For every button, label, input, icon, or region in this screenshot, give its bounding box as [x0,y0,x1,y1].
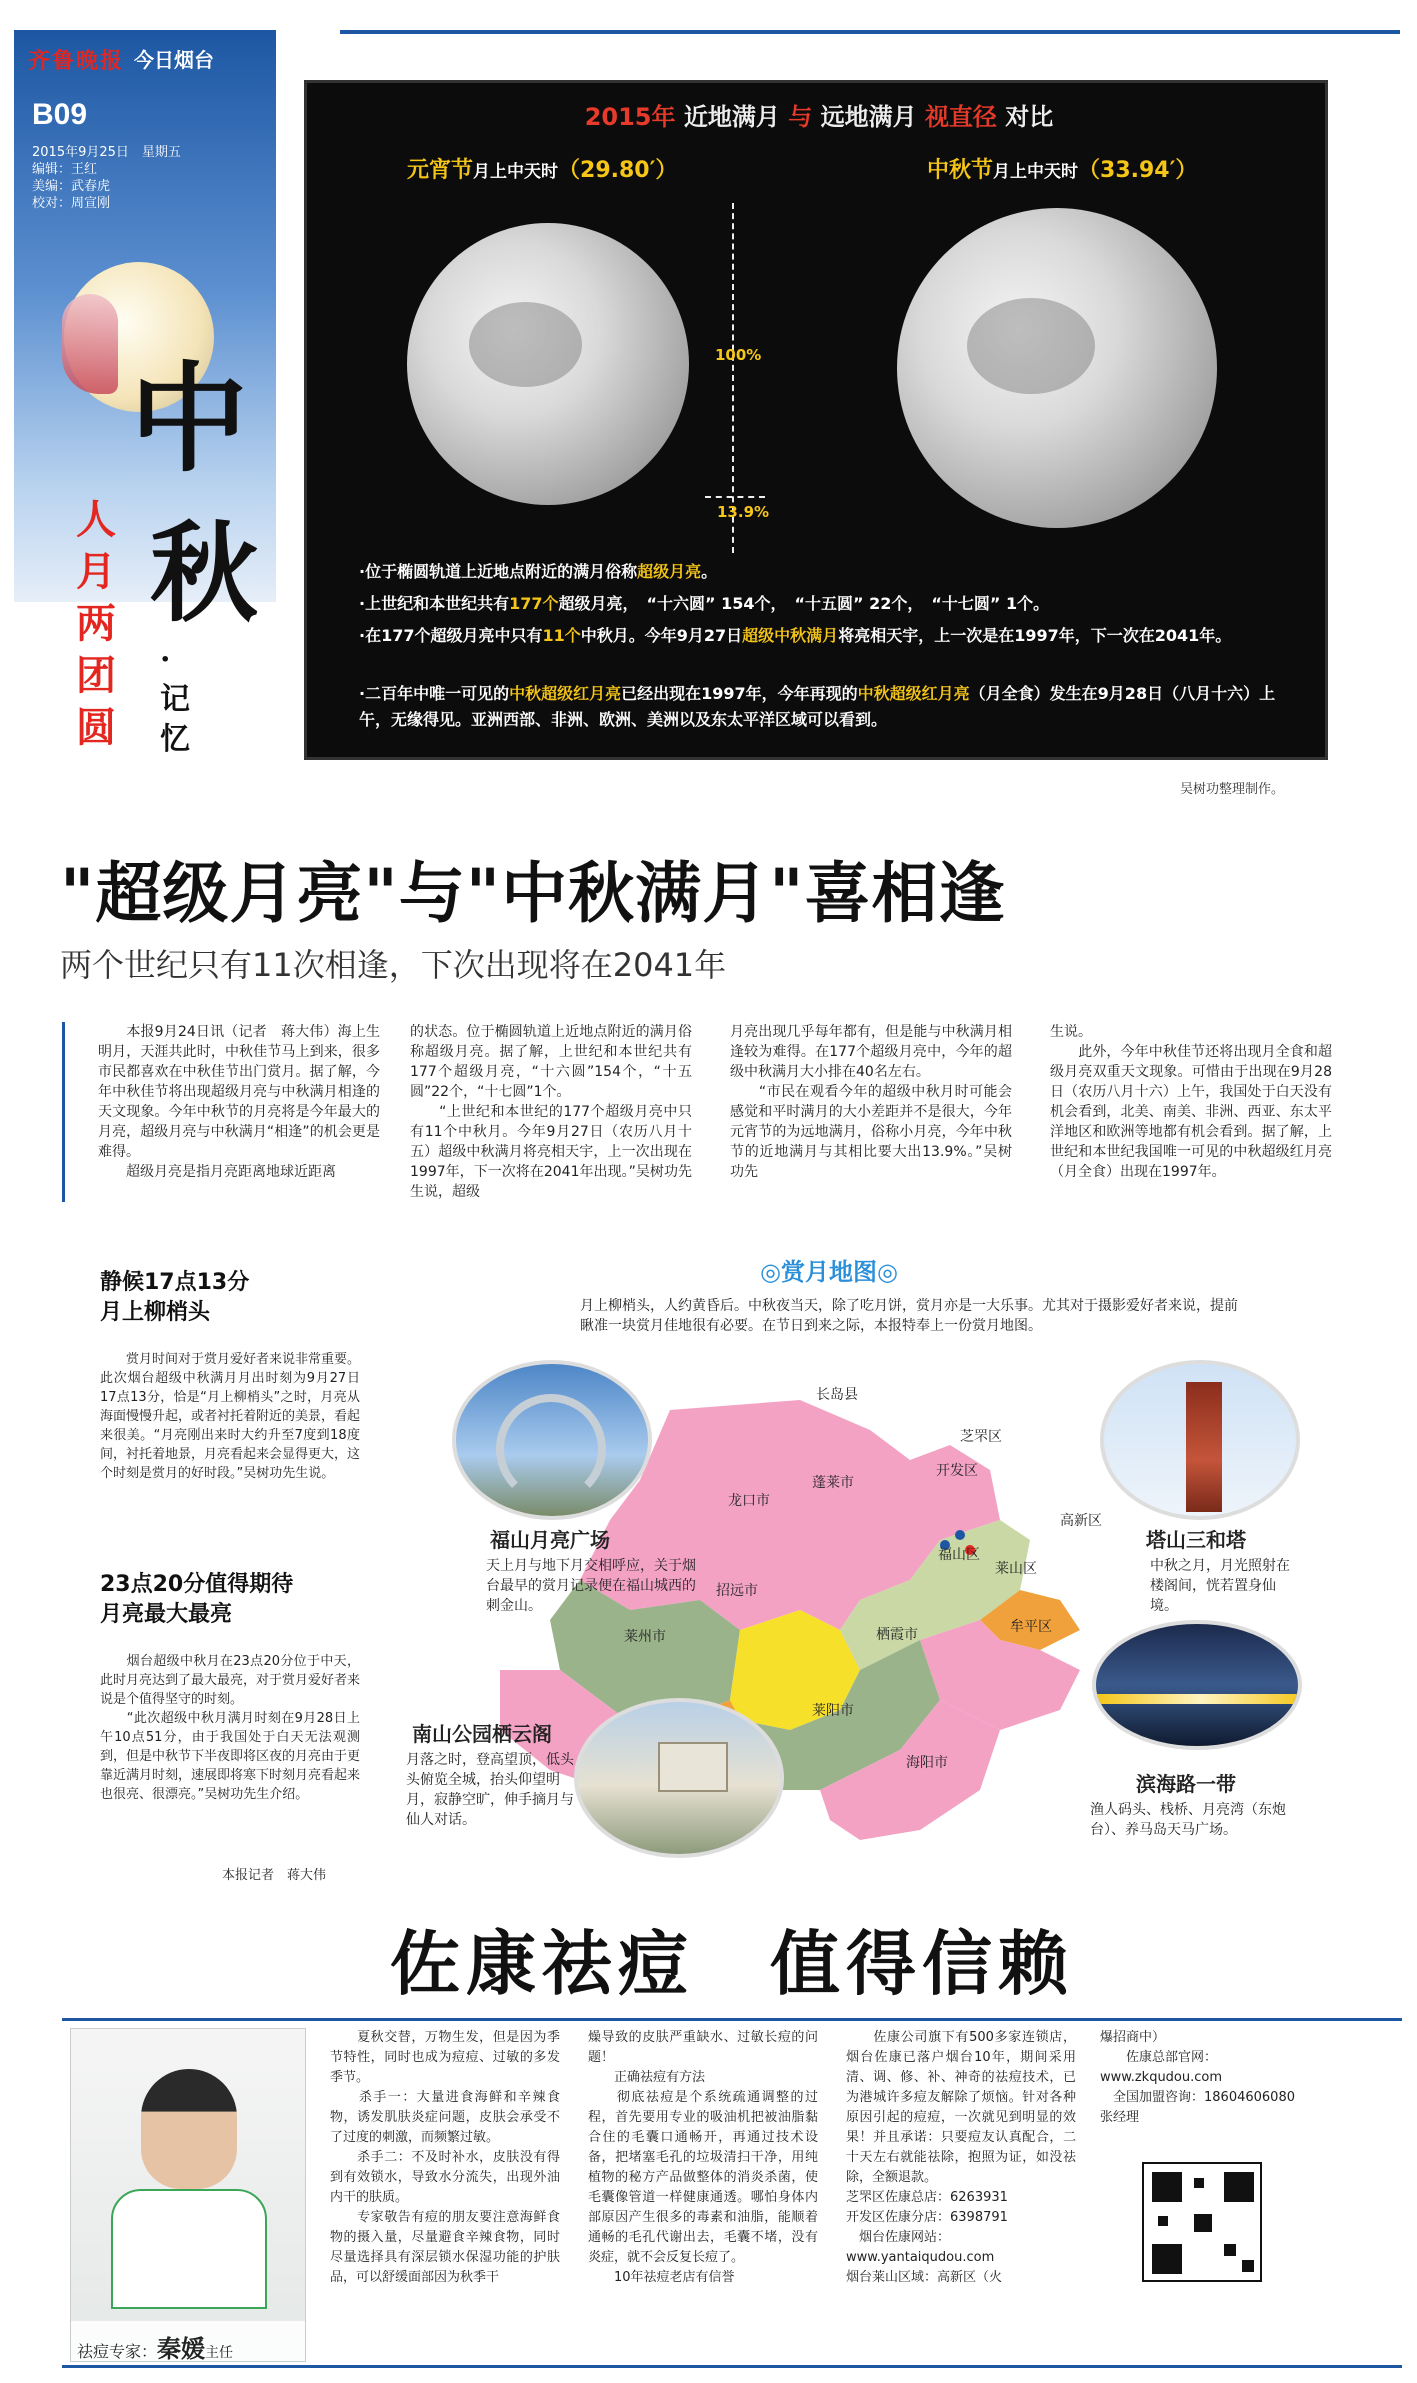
spot-desc-1: 天上月与地下月交相呼应，关于烟台最早的赏月记录便在福山城西的刺金山。 [486,1558,696,1614]
town-fushan: 福山区 [938,1547,980,1563]
town-laishan: 莱山区 [995,1561,1037,1577]
expert-label: 祛痘专家： [77,2342,158,2361]
subhead-1 [100,1268,249,1328]
article-col-3: 月亮出现几乎每年都有，但是能与中秋满月相逢较为难得。在177个超级月亮中，今年的超级中秋满月大小排在40名左右。 “市民在观看今年的超级中秋月时可能会感觉和平时满月的大小差距并不是很大，今年元宵节的为远地满月，俗称小月亮，今年中秋节的近地满月与其相比要大出13.9%。”吴树功先 [730,1024,1012,1180]
spot-name-3: 南山公园栖云阁 [412,1722,552,1746]
ad-col-1: 夏秋交替，万物生发，但是因为季节特性，同时也成为痘痘、过敏的多发季节。 杀手一：大量进食海鲜和辛辣食物，诱发肌肤炎症问题，皮肤会承受不了过度的刺激，而频繁过敏。 杀手二：不及时补水，皮肤没有得到有效锁水，导致水分流失，出现外油内干的肤质。 专家敬告有痘的朋友要注意海鲜食物的摄入量，尽量避食辛辣食物，同时尽量选择具有深层锁水保湿功能的护肤品，可以舒缓面部因为秋季干 [330,2030,560,2285]
subtext-2: 烟台超级中秋月在23点20分位于中天，此时月亮达到了最大最亮，对于赏月爱好者来说是个值得坚守的时刻。 “此次超级中秋月满月时刻在9月28日上午10点51分，由于我国处于白天无法观测到，但是中秋节下半夜即将区夜的月亮由于更靠近满月时刻，速展即将寒下时刻月亮看起来也很亮、很漂亮。”吴树功先生介绍。 [100,1654,361,1802]
b3-t2: 中秋月。今年9月27日 [580,626,743,645]
panel-title-key: 视直径 [924,103,997,131]
expert-name: 秦媛 [157,2334,206,2362]
byline: 本报记者 蒋大伟 [222,1868,327,1883]
subtext-1: 赏月时间对于赏月爱好者来说非常重要。此次烟台超级中秋满月月出时刻为9月27日17点13分，恰是“月上柳梢头”之时，月亮从海面慢慢升起，或者衬托着附近的美景，看起来很美。“月亮刚出来时大约升至7度到18度间，衬托着地景，月亮看起来会显得更大，这个时刻是赏月的好时段。”吴树功先生说。 [100,1352,361,1481]
subhead-2-line2: 月亮最大最亮 [100,1602,233,1627]
spot-marker-2 [955,1530,965,1540]
ad-headline: 佐康祛痘 值得信赖 [390,1923,1074,2005]
b2-t1: ·上世纪和本世纪共有 [359,594,510,613]
scale-guide [732,203,734,553]
right-caption-festival: 中秋节 [927,158,994,183]
article-col-1: 本报9月24日讯（记者 蒋大伟）海上生明月，天涯共此时，中秋佳节马上到来，很多市民都喜欢在中秋佳节出门赏月。据了解，今年中秋佳节将出现超级月亮与中秋满月相逢的天文现象。今年中秋节的月亮将是今年最大的月亮，超级月亮与中秋满月“相逢”的机会更是难得。 超级月亮是指月亮距离地球近距离 [98,1024,380,1180]
map-title: ◎赏月地图◎ [760,1258,898,1286]
town-qixia: 栖霞市 [876,1627,918,1643]
panel-bullet-3 [359,623,1289,649]
pavilion-shape [658,1742,728,1792]
section-subtitle: ·记忆 [160,642,190,757]
town-zhaoyuan: 招远市 [716,1583,758,1599]
b4-t3: （月全食）发生在9月28日（八月十六）上午，无缘得见。亚洲西部、非洲、欧洲、美洲以及东太平洋区域可以看到。 [359,684,1276,729]
article-col-2: 的状态。位于椭圆轨道上近地点附近的满月俗称超级月亮。据了解，上世纪和本世纪共有177个超级月亮，“十六圆”154个，“十五圆”22个，“十七圆”1个。 “上世纪和本世纪的177个超级月亮中只有11个中秋月。今年9月27日（农历八月十五）超级中秋满月将亮相天宇，上一次出现在1997年，下一次将在2041年出现。”吴树功先生说，超级 [410,1024,692,1200]
pagoda-shape [1186,1382,1222,1512]
meta-date: 2015年9月25日 星期五 [32,145,181,160]
moon-sculpture-shape [496,1394,606,1504]
main-headline: "超级月亮"与"中秋满月"喜相逢 [60,855,1006,932]
paper-name: 齐鲁晚报 [28,48,125,74]
expert-portrait-head [141,2069,237,2189]
left-caption-small: 月上中天时 [473,162,559,182]
photo-fushan-plaza [452,1360,652,1520]
meta-art: 美编：武春虎 [32,179,111,194]
right-caption-value: （33.94′） [1078,158,1198,183]
meta-proof: 校对：周宣刚 [32,196,111,211]
town-laiyang: 莱阳市 [812,1703,854,1719]
photo-binhai-road [1092,1620,1302,1750]
panel-title-a: 近地满月 [683,103,780,131]
page-meta [32,144,181,212]
subhead-2 [100,1570,293,1630]
article-accent-bar [62,1022,65,1202]
expert-title: 主任 [205,2345,234,2361]
town-laizhou: 莱州市 [624,1629,666,1645]
diff-marker [705,496,765,498]
edition-name: 今日烟台 [134,48,214,72]
meta-editor: 编辑：王红 [32,162,98,177]
change-fairy-illustration [62,294,118,394]
b4-t1: ·二百年中唯一可见的 [359,684,510,703]
right-caption-small: 月上中天时 [993,162,1079,182]
b3-hl1: 11个 [542,626,581,645]
ad-col-4: 爆招商中） 佐康总部官网： www.zkqudou.com 全国加盟咨询：18604606080 张经理 [1100,2030,1295,2125]
town-zhifu: 芝罘区 [960,1429,1002,1445]
subhead-1-line2: 月上柳梢头 [100,1300,211,1325]
b4-t2: 已经出现在1997年，今年再现的 [621,684,858,703]
panel-title-end: 对比 [1005,103,1054,131]
top-rule [340,30,1400,34]
panel-title-year: 2015年 [584,103,676,131]
panel-title-mid: 与 [788,103,813,131]
panel-bullet-4 [359,681,1289,733]
subhead-1-line1: 静候17点13分 [100,1270,250,1295]
spot-desc-4: 渔人码头、栈桥、月亮湾（东炮台）、养马岛天马广场。 [1090,1802,1286,1838]
small-moon-image [407,223,689,505]
spot-name-1: 福山月亮广场 [490,1528,610,1552]
b4-hl1: 中秋超级红月亮 [509,684,622,703]
b1-hl: 超级月亮 [637,562,702,581]
sub-headline: 两个世纪只有11次相逢，下次出现将在2041年 [60,946,727,984]
expert-portrait-coat [111,2189,267,2309]
b1-t2: 。 [701,562,718,581]
town-changdao: 长岛县 [816,1387,858,1403]
b2-t2: 超级月亮， “十六圆” 154个， “十五圆” 22个， “十七圆” 1个。 [558,594,1050,613]
photo-tashan-pagoda [1100,1360,1300,1520]
moon-comparison-panel [304,80,1328,760]
b1-t1: ·位于椭圆轨道上近地点附近的满月俗称 [359,562,638,581]
b2-hl: 177个 [509,594,559,613]
article-col-4: 生说。 此外，今年中秋佳节还将出现月全食和超级月亮双重天文现象。可惜由于出现在9月28日（农历八月十六）上午，我国处于白天没有机会看到，北美、南美、非洲、西亚、东太平洋地区和欧洲等地都有机会看到。据了解，上世纪和本世纪我国唯一可见的中秋超级红月亮（月全食）出现在1997年。 [1050,1024,1332,1180]
ad-col-3: 佐康公司旗下有500多家连锁店，烟台佐康已落户烟台10年，期间采用清、调、修、补、神奇的祛痘技术，已为港城许多痘友解除了烦恼。针对各种原因引起的痘痘，一次就见到明显的效果！并且承诺：只要痘友认真配合，二十天左右就能祛除，抱照为证，如没祛除，全额退款。 芝罘区佐康总店：6263931 开发区佐康分店：6398791 烟台佐康网站： www.yantaiqudou.com 烟台莱山区域：高新区（火 [846,2030,1076,2285]
panel-bullet-1 [359,559,1289,585]
b3-t3: 将亮相天宇，上一次是在1997年，下一次在2041年。 [838,626,1232,645]
left-caption-value: （29.80′） [558,158,678,183]
spot-name-2: 塔山三和塔 [1146,1528,1246,1552]
town-muping: 牟平区 [1010,1619,1052,1635]
town-longkou: 龙口市 [728,1493,770,1509]
pct-full: 100% [715,346,762,364]
spot-name-4: 滨海路一带 [1136,1772,1236,1796]
subhead-2-line1: 23点20分值得期待 [100,1572,294,1597]
panel-credit: 吴树功整理制作。 [1180,782,1285,797]
map-intro: 月上柳梢头，人约黄昏后。中秋夜当天，除了吃月饼，赏月亦是一大乐事。尤其对于摄影爱好者来说，提前瞅准一块赏月佳地很有必要。在节日到来之际，本报特奉上一份赏月地图。 [580,1298,1238,1334]
spot-desc-3: 月落之时，登高望顶，低头头俯览全城，抬头仰望明月，寂静空旷，伸手摘月与仙人对话。 [406,1752,574,1828]
pct-diff: 13.9% [717,503,770,521]
photo-nanshan-park [574,1698,784,1858]
left-moon-caption [407,153,677,184]
town-haiyang: 海阳市 [906,1755,948,1771]
left-caption-festival: 元宵节 [407,158,474,183]
big-moon-image [897,208,1217,528]
coast-lights-shape [1096,1694,1302,1704]
ad-expert-photo [70,2028,306,2362]
section-char-qiu: 秋 [150,511,259,637]
panel-title-b: 远地满月 [820,103,917,131]
b3-hl2: 超级中秋满月 [742,626,839,645]
qr-code [1142,2162,1262,2282]
town-gaoxin: 高新区 [1060,1513,1102,1529]
b4-hl2: 中秋超级红月亮 [857,684,970,703]
expert-caption [71,2321,306,2361]
panel-title [307,97,1331,132]
panel-bullet-2 [359,591,1289,617]
ad-col-2: 燥导致的皮肤严重缺水、过敏长痘的问题！ 正确祛痘有方法 彻底祛痘是个系统疏通调整的过程，首先要用专业的吸油机把被油脂黏合住的毛囊口通畅开，再通过技术设备，把堵塞毛孔的垃圾清扫干净，用纯植物的秘方产品做整体的消炎杀菌，使毛囊像管道一样健康通透。哪怕身体内部原因产生很多的毒素和油脂，能顺着通畅的毛孔代谢出去，毛囊不堵，没有炎症，就不会反复长痘了。 10年祛痘老店有信誉 [588,2030,818,2285]
section-char-zhong: 中 [130,349,249,488]
vertical-title: 人月两团圆 [76,496,116,751]
b3-t1: ·在177个超级月亮中只有 [359,626,543,645]
right-moon-caption [927,153,1197,184]
spot-desc-2: 中秋之月，月光照射在楼阁间，恍若置身仙境。 [1150,1558,1290,1614]
page-number: B09 [32,98,88,131]
town-penglai: 蓬莱市 [812,1475,854,1491]
town-kaifa: 开发区 [936,1463,978,1479]
